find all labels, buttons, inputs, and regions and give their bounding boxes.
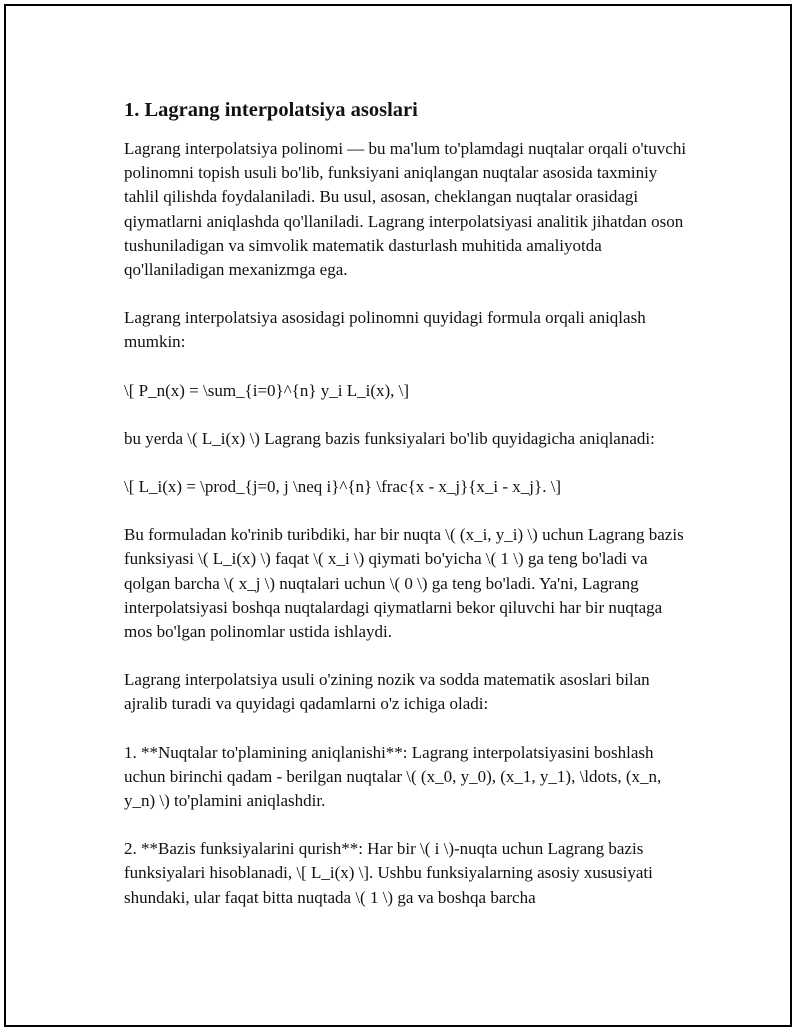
- paragraph-intro: Lagrang interpolatsiya polinomi — bu ma'lum to'plamdagi nuqtalar orqali o'tuvchi polinomni topish usuli bo'lib, funksiyani aniqlangan nuqtalar asosida taxminiy tahlil qilishda foydalaniladi. Bu usul, asosan, cheklangan nuqtalar orasidagi qiymatlarni aniqlashda qo'llaniladi. Lagrang interpolatsiyasi analitik jihatdan oson tushuniladigan va simvolik matematik dasturlash muhitida amaliyotda qo'llaniladigan mexanizmga ega.: [124, 139, 687, 280]
- paragraph-basis-intro: bu yerda \( L_i(x) \) Lagrang bazis funksiyalari bo'lib quyidagicha aniqlanadi:: [124, 428, 655, 448]
- formula-basis: \[ L_i(x) = \prod_{j=0, j \neq i}^{n} \frac{x - x_j}{x_i - x_j}. \]: [124, 477, 562, 497]
- paragraph-explanation: Bu formuladan ko'rinib turibdiki, har bir nuqta \( (x_i, y_i) \) uchun Lagrang bazis funksiyasi \( L_i(x) \) faqat \( x_i \) qiymati bo'yicha \( 1 \) ga teng bo'ladi va qolgan barcha \( x_j \) nuqtalari uchun \( 0 \) ga teng bo'ladi. Ya'ni, Lagrang interpolatsiyasi boshqa nuqtalardagi qiymatlarni bekor qiluvchi har bir nuqtaga mos bo'lgan polinomlar ustida ishlaydi.: [124, 525, 684, 642]
- section-heading: 1. Lagrang interpolatsiya asoslari: [124, 99, 418, 121]
- list-item-step-1: 1. **Nuqtalar to'plamining aniqlanishi**: Lagrang interpolatsiyasini boshlash uchun birinchi qadam - berilgan nuqtalar \( (x_0, y_0), (x_1, y_1), \ldots, (x_n, y_n) \) to'plamini aniqlashdir.: [124, 742, 662, 811]
- formula-polynomial: \[ P_n(x) = \sum_{i=0}^{n} y_i L_i(x), \]: [124, 380, 410, 400]
- paragraph-formula-intro: Lagrang interpolatsiya asosidagi polinomni quyidagi formula orqali aniqlash mumkin:: [124, 308, 646, 352]
- document-body: [124, 96, 694, 934]
- page-frame: [4, 4, 792, 1027]
- paragraph-steps-intro: Lagrang interpolatsiya usuli o'zining nozik va sodda matematik asoslari bilan ajralib turadi va quyidagi qadamlarni o'z ichiga oladi:: [124, 670, 650, 714]
- list-item-step-2: 2. **Bazis funksiyalarini qurish**: Har bir \( i \)-nuqta uchun Lagrang bazis funksiyalari hisoblanadi, \[ L_i(x) \]. Ushbu funksiyalarning asosiy xususiyati shundaki, ular faqat bitta nuqtada \( 1 \) ga va boshqa barcha: [124, 839, 653, 907]
